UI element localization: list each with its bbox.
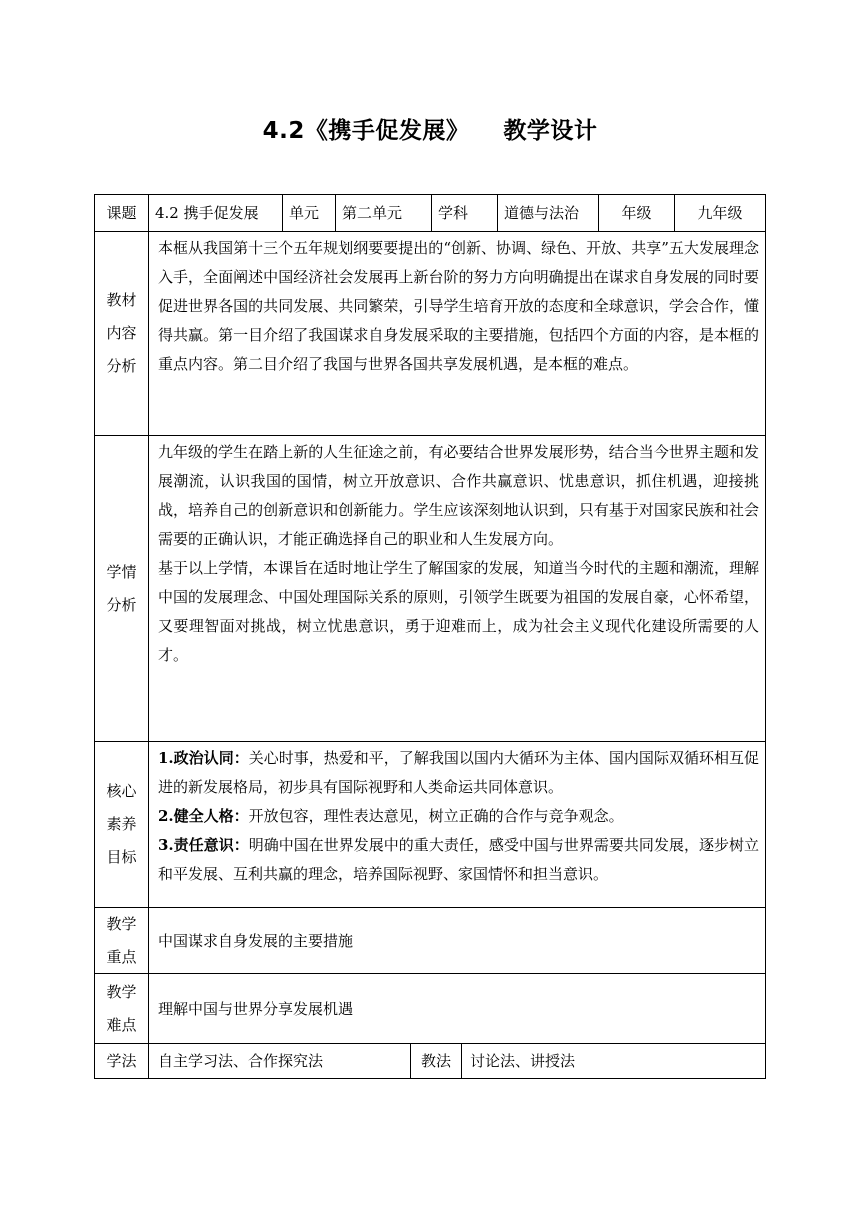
difficulty-content: 理解中国与世界分享发展机遇 [148,974,765,1043]
grade-label: 年级 [598,195,674,231]
label-line: 核心 [106,782,137,800]
topic-label: 课题 [106,204,137,222]
goal-item [158,802,759,831]
label-line: 难点 [106,1015,137,1034]
difficulty-label [95,974,148,1043]
methods-row [95,1043,765,1078]
teach-method-value: 讨论法、讲授法 [461,1044,765,1078]
key-point-content: 中国谋求自身发展的主要措施 [148,908,765,973]
document-title [0,112,860,145]
title-lesson: 4.2《携手促发展》 [262,118,470,144]
study-method-label: 学法 [106,1052,137,1070]
title-doc-type: 教学设计 [503,118,598,144]
core-goals-row [95,741,765,907]
goal-key: 3.责任意识： [158,836,249,854]
label-line: 教材 [106,291,137,309]
goal-item [158,831,759,889]
label-line: 目标 [106,848,137,866]
difficulty-row [95,973,765,1043]
lesson-plan-table [94,194,766,1079]
label-line: 分析 [106,595,137,614]
teach-method-label: 教法 [410,1044,461,1078]
label-line: 分析 [106,357,137,375]
textbook-analysis-label [95,232,148,435]
core-goals-label [95,742,148,907]
key-point-row [95,907,765,973]
student-analysis-para: 九年级的学生在踏上新的人生征途之前，有必要结合世界发展形势，结合当今世界主题和发展潮流，认识我国的国情，树立开放意识、合作共赢意识、忧患意识，抓住机遇，迎接挑战，培养自己的创新意识和创新能力。学生应该深刻地认识到，只有基于对国家民族和社会需要的正确认识，才能正确选择自己的职业和人生发展方向。 [158,443,759,548]
core-goals-content [148,742,765,907]
student-analysis-label [95,436,148,741]
unit-value: 第二单元 [335,195,431,231]
student-analysis-para: 基于以上学情，本课旨在适时地让学生了解国家的发展，知道当今时代的主题和潮流，理解中国的发展理念、中国处理国际关系的原则，引领学生既要为祖国的发展自豪，心怀希望，又要理智面对挑战，树立忧患意识，勇于迎难而上，成为社会主义现代化建设所需要的人才。 [158,559,759,664]
goal-key: 2.健全人格： [158,807,249,825]
goal-item [158,744,759,802]
key-point-label [95,908,148,973]
textbook-analysis-row [95,231,765,435]
textbook-analysis-content [148,232,765,435]
topic-value: 4.2 携手促发展 [148,195,282,231]
goal-key: 1.政治认同： [158,749,249,767]
unit-label: 单元 [282,195,335,231]
label-line: 素养 [106,815,137,833]
header-row [95,195,765,231]
goal-text: 开放包容，理性表达意见，树立正确的合作与竞争观念。 [248,807,624,825]
label-line: 学情 [106,562,137,581]
label-line: 内容 [106,324,137,342]
textbook-analysis-text: 本框从我国第十三个五年规划纲要要提出的“创新、协调、绿色、开放、共享”五大发展理念入手，全面阐述中国经济社会发展再上新台阶的努力方向明确提出在谋求自身发展的同时要促进世界各国的共同发展、共同繁荣，引导学生培育开放的态度和全球意识，学会合作，懂得共赢。第一目介绍了我国谋求自身发展采取的主要措施，包括四个方面的内容，是本框的重点内容。第二目介绍了我国与世界各国共享发展机遇，是本框的难点。 [158,239,759,373]
label-line: 重点 [106,947,137,966]
grade-value: 九年级 [674,195,765,231]
label-line: 教学 [106,914,137,933]
subject-value: 道德与法治 [497,195,598,231]
label-line: 教学 [106,982,137,1001]
student-analysis-row [95,435,765,741]
goal-text: 关心时事，热爱和平，了解我国以国内大循环为主体、国内国际双循环相互促进的新发展格局，初步具有国际视野和人类命运共同体意识。 [158,749,759,796]
student-analysis-content [148,436,765,741]
study-method-value: 自主学习法、合作探究法 [148,1044,410,1078]
subject-label: 学科 [431,195,497,231]
goal-text: 明确中国在世界发展中的重大责任，感受中国与世界需要共同发展，逐步树立和平发展、互利共赢的理念，培养国际视野、家国情怀和担当意识。 [158,836,759,883]
